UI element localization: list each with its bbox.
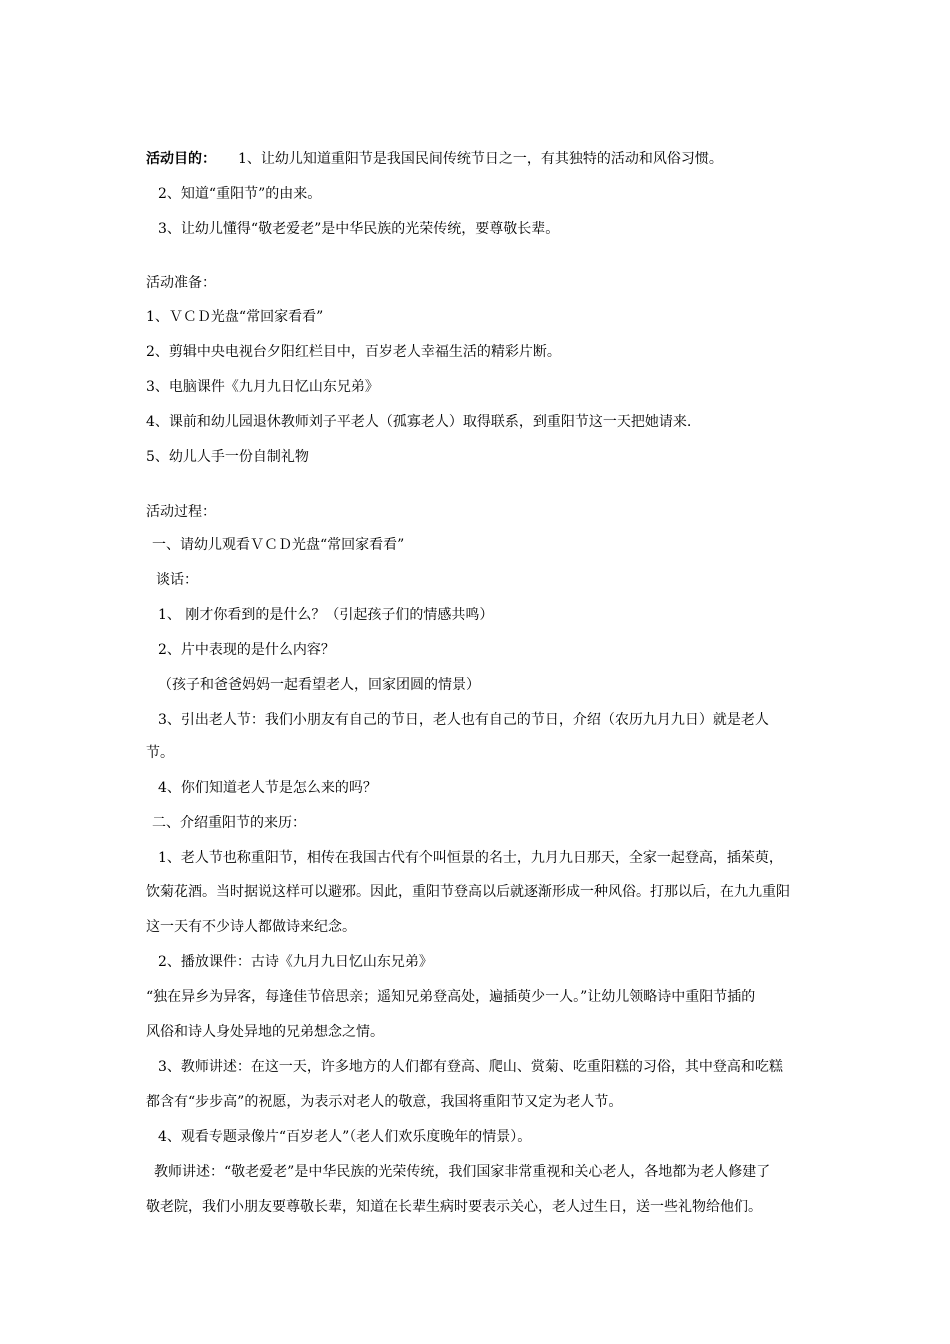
process-line: 谈话：: [156, 572, 198, 588]
process-line: 2、播放课件：古诗《九月九日忆山东兄弟》: [158, 954, 433, 970]
process-line: 风俗和诗人身处异地的兄弟想念之情。: [146, 1024, 384, 1040]
process-line: 4、观看专题录像片“百岁老人”（老人们欢乐度晚年的情景）。: [158, 1129, 532, 1145]
process-line: 4、你们知道老人节是怎么来的吗？: [158, 780, 377, 796]
process-line: 1、 刚才你看到的是什么？（引起孩子们的情感共鸣）: [158, 607, 494, 623]
process-line: 3、教师讲述：在这一天，许多地方的人们都有登高、爬山、赏菊、吃重阳糕的习俗，其中登高和吃糕: [158, 1059, 783, 1075]
prep-item: 1、ＶＣＤ光盘“常回家看看”: [146, 309, 324, 325]
prep-item: 2、剪辑中央电视台夕阳红栏目中，百岁老人幸福生活的精彩片断。: [146, 344, 561, 360]
process-line: 1、老人节也称重阳节，相传在我国古代有个叫恒景的名士，九月九日那天，全家一起登高，插茱萸，: [158, 850, 783, 866]
process-title: 活动过程：: [146, 504, 216, 520]
process-line: 教师讲述：“敬老爱老”是中华民族的光荣传统，我们国家非常重视和关心老人，各地都为老人修建了: [154, 1164, 771, 1180]
goal-item: 2、知道“重阳节”的由来。: [158, 186, 322, 202]
process-line: 一、请幼儿观看ＶＣＤ光盘“常回家看看”: [152, 537, 405, 553]
prep-item: 5、幼儿人手一份自制礼物: [146, 449, 309, 465]
goal-label: 活动目的：: [146, 151, 216, 167]
prep-item: 3、电脑课件《九月九日忆山东兄弟》: [146, 379, 379, 395]
process-line: 3、引出老人节：我们小朋友有自己的节日，老人也有自己的节日，介绍（农历九月九日）就是老人: [158, 712, 769, 728]
goal-item: 1、让幼儿知道重阳节是我国民间传统节日之一，有其独特的活动和风俗习惯。: [238, 151, 723, 167]
process-line: 都含有“步步高”的祝愿，为表示对老人的敬意，我国将重阳节又定为老人节。: [146, 1094, 623, 1110]
process-line: （孩子和爸爸妈妈一起看望老人，回家团圆的情景）: [158, 677, 480, 693]
process-line: 二、介绍重阳节的来历：: [152, 815, 306, 831]
process-line: 节。: [146, 745, 174, 761]
process-line: 饮菊花酒。当时据说这样可以避邪。因此，重阳节登高以后就逐渐形成一种风俗。打那以后，在九九重阳: [146, 884, 790, 900]
process-line: 这一天有不少诗人都做诗来纪念。: [146, 919, 356, 935]
prep-title: 活动准备：: [146, 275, 216, 291]
goal-item: 3、让幼儿懂得“敬老爱老”是中华民族的光荣传统，要尊敬长辈。: [158, 221, 560, 237]
process-line: 敬老院，我们小朋友要尊敬长辈，知道在长辈生病时要表示关心，老人过生日，送一些礼物给他们。: [146, 1199, 762, 1215]
process-line: “独在异乡为异客，每逢佳节倍思亲；遥知兄弟登高处，遍插萸少一人。”让幼儿领略诗中重阳节插的: [146, 989, 756, 1005]
process-line: 2、片中表现的是什么内容？: [158, 642, 335, 658]
prep-item: 4、课前和幼儿园退休教师刘子平老人（孤寡老人）取得联系，到重阳节这一天把她请来.: [146, 414, 692, 430]
